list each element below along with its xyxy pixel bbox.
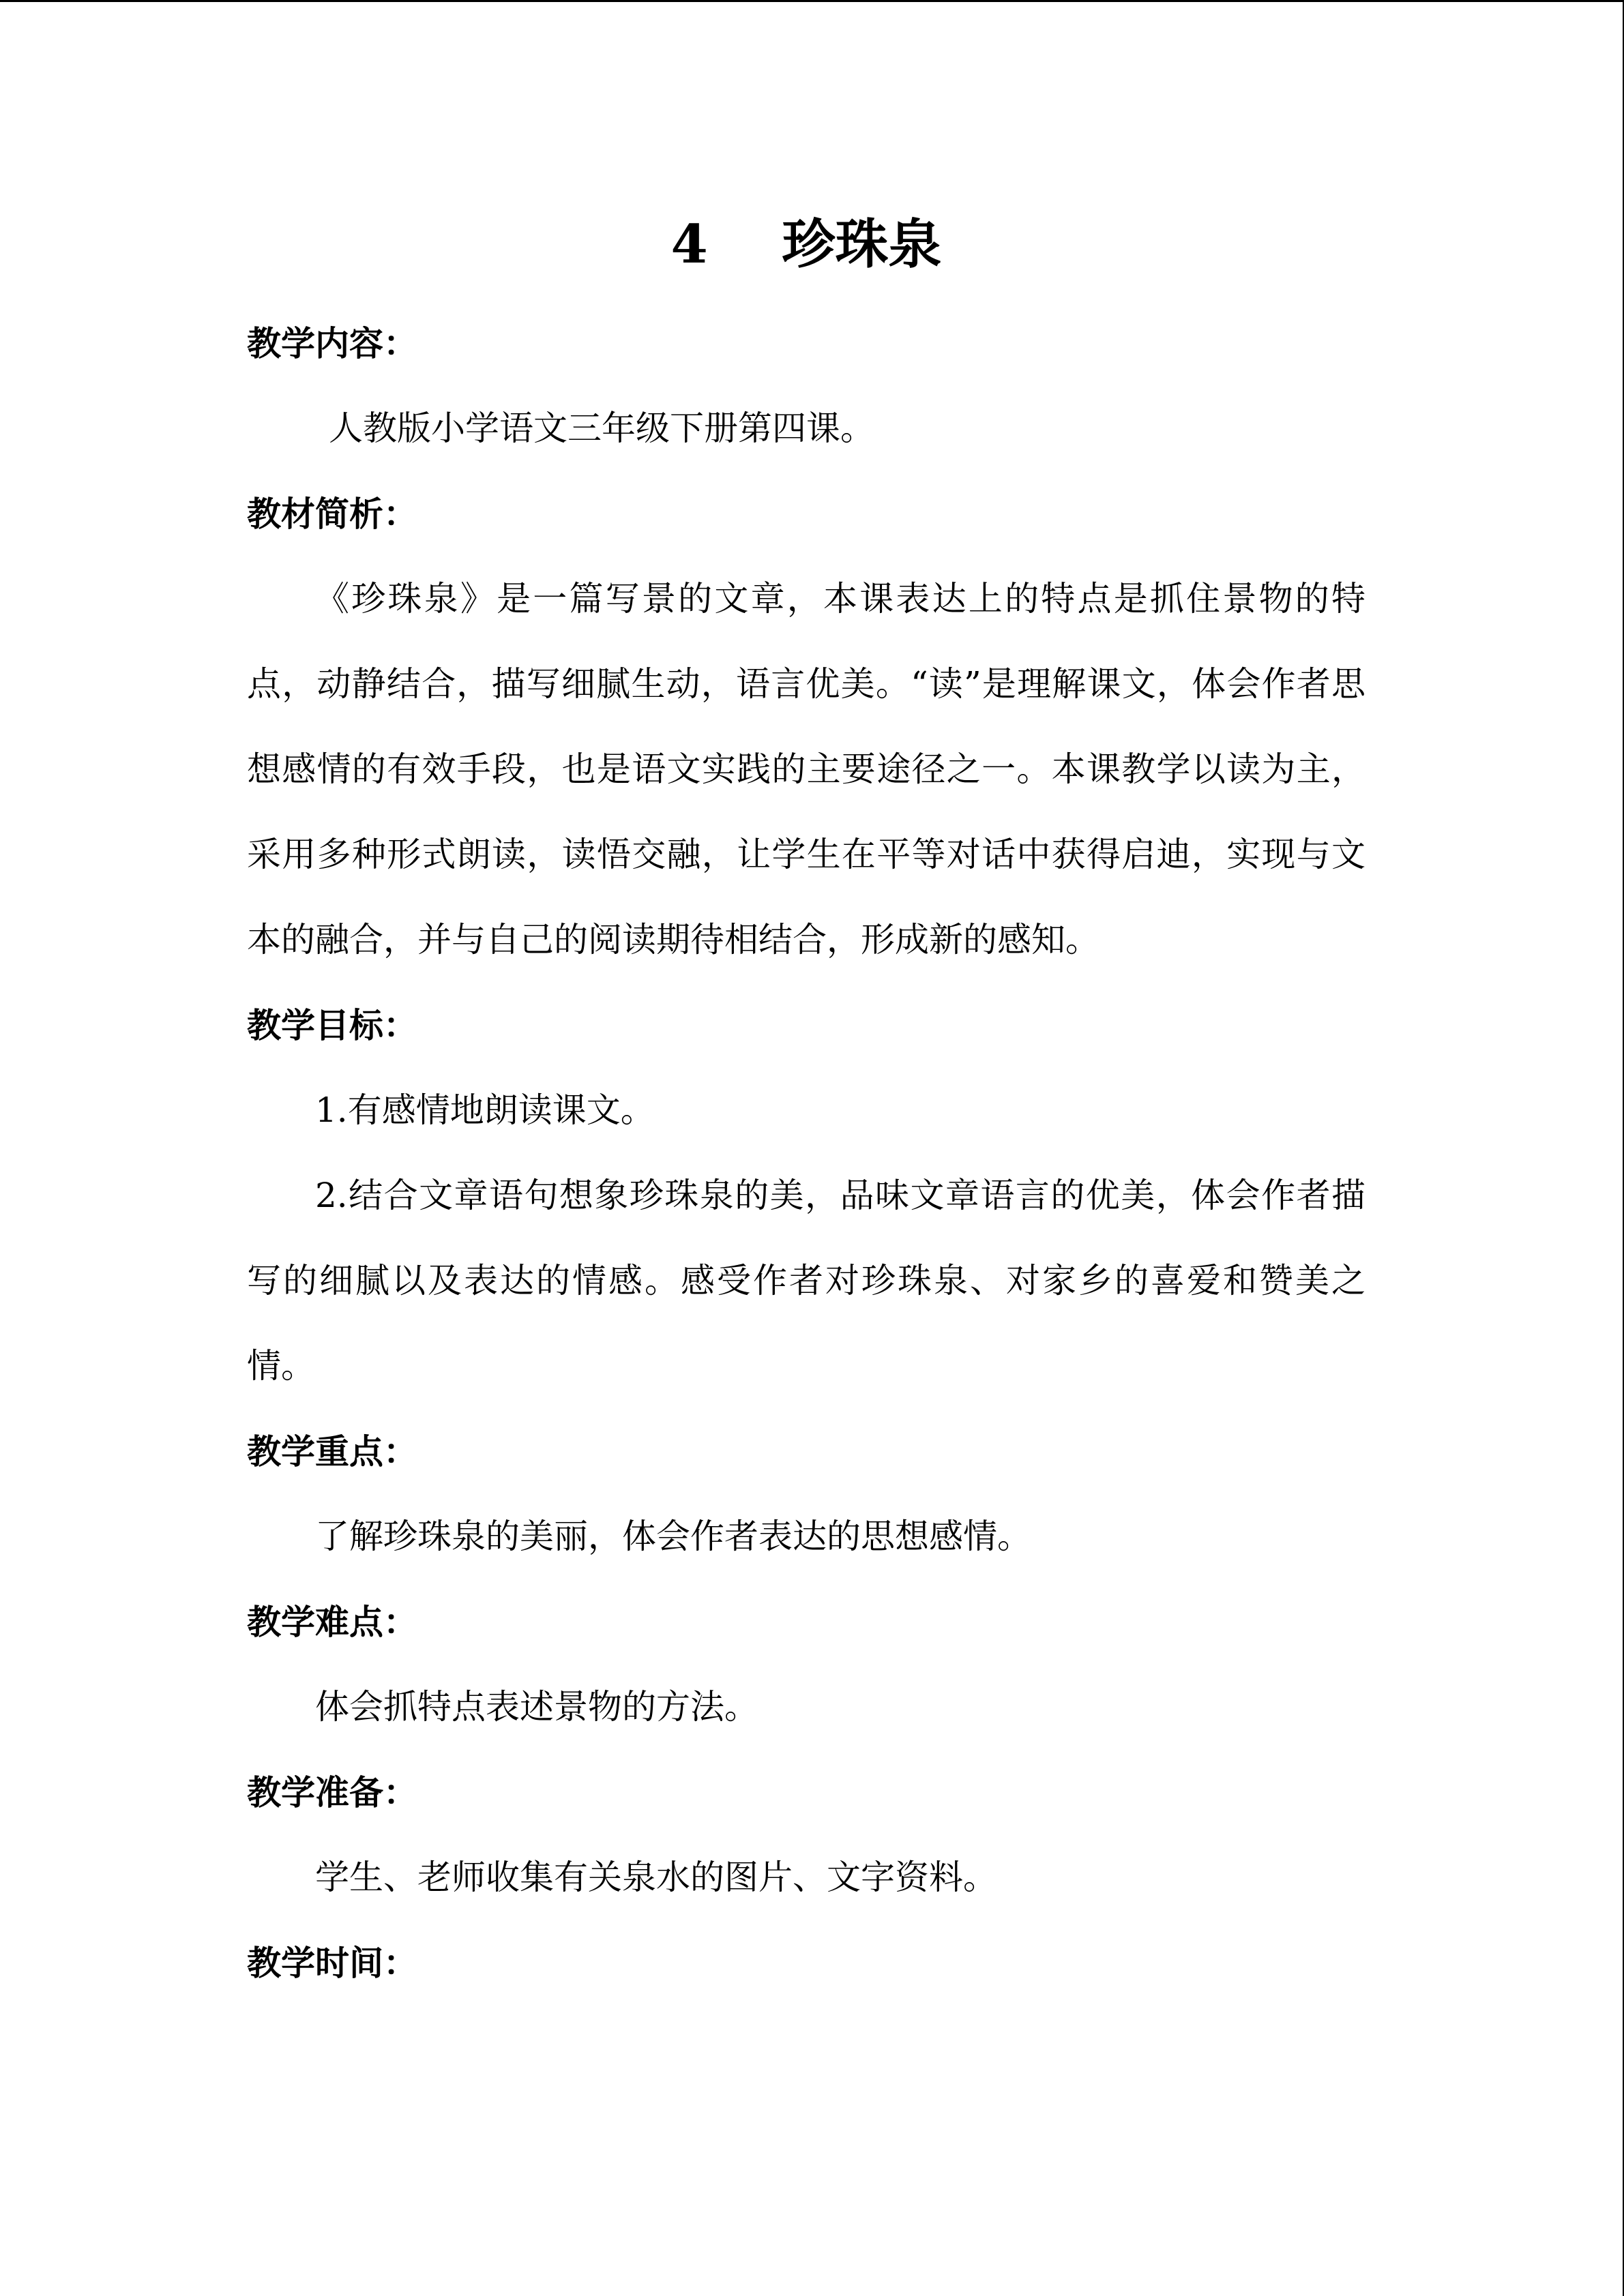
heading-teaching-time: 教学时间： bbox=[247, 1943, 417, 1983]
paragraph-textbook-analysis: 《珍珠泉》是一篇写景的文章，本课表达上的特点是抓住景物的特点，动静结合，描写细腻生动，语言优美。“读”是理解课文，体会作者思想感情的有效手段，也是语文实践的主要途径之一。本课教学以读为主，采用多种形式朗读，读悟交融，让学生在平等对话中获得启迪，实现与文本的融合，并与自己的阅读期待相结合，形成新的感知。 bbox=[247, 579, 1365, 959]
goal-item-1: 1.有感情地朗读课文。 bbox=[315, 1090, 655, 1130]
heading-difficulties: 教学难点： bbox=[247, 1602, 417, 1642]
paragraph-preparation: 学生、老师收集有关泉水的图片、文字资料。 bbox=[315, 1858, 997, 1897]
lesson-title: 4 珍珠泉 bbox=[670, 213, 942, 275]
heading-textbook-analysis: 教材简析： bbox=[247, 494, 417, 534]
document-body bbox=[247, 200, 1365, 2006]
heading-teaching-content: 教学内容： bbox=[247, 323, 417, 363]
paragraph-difficulties: 体会抓特点表述景物的方法。 bbox=[315, 1687, 758, 1727]
heading-teaching-goals: 教学目标： bbox=[247, 1005, 417, 1045]
goal-item-2: 2.结合文章语句想象珍珠泉的美，品味文章语言的优美，体会作者描写的细腻以及表达的情感。感受作者对珍珠泉、对家乡的喜爱和赞美之情。 bbox=[247, 1176, 1365, 1386]
heading-key-points: 教学重点： bbox=[247, 1431, 417, 1472]
paragraph-teaching-content: 人教版小学语文三年级下册第四课。 bbox=[329, 408, 874, 448]
heading-preparation: 教学准备： bbox=[247, 1772, 417, 1813]
paragraph-key-points: 了解珍珠泉的美丽，体会作者表达的思想感情。 bbox=[315, 1517, 1031, 1556]
